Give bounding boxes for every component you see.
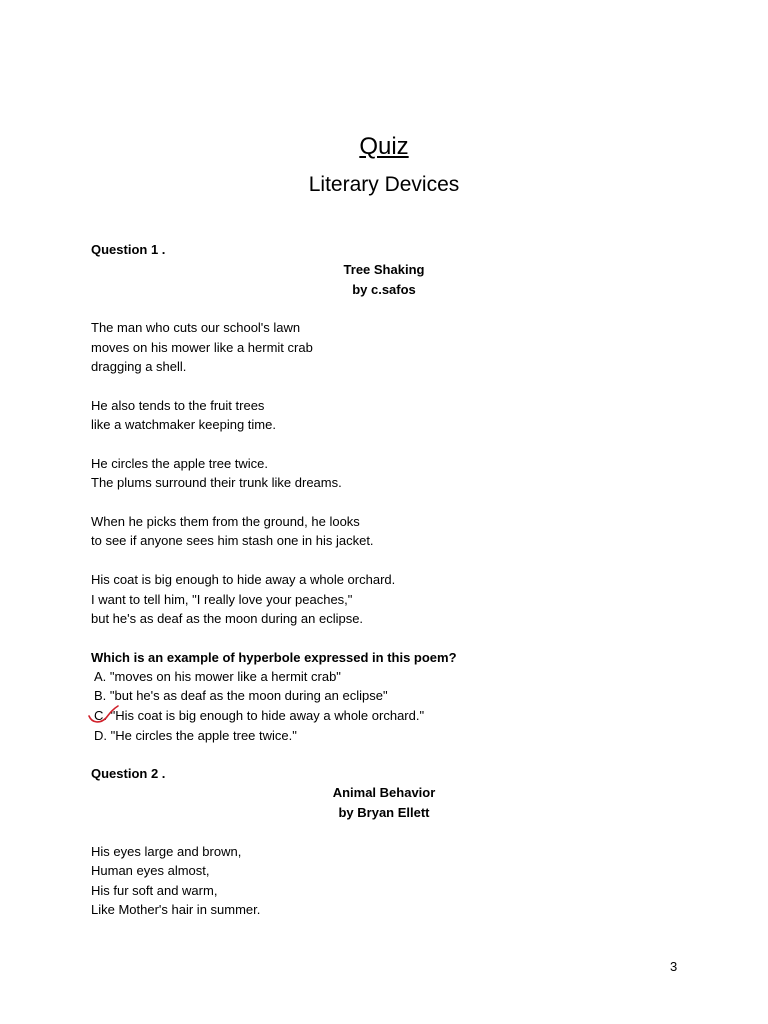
question-1-prompt: Which is an example of hyperbole expressed in this poem? — [91, 650, 457, 665]
poem-2-line: Human eyes almost, — [91, 863, 210, 878]
poem-1-line: When he picks them from the ground, he looks — [91, 514, 360, 529]
poem-1-line: The man who cuts our school's lawn — [91, 320, 301, 335]
question-1-label: Question 1 . — [91, 242, 166, 257]
question-2-label: Question 2 . — [91, 766, 166, 781]
poem-2-line: His eyes large and brown, — [91, 844, 242, 859]
poem-1-title: Tree Shaking — [343, 262, 425, 277]
poem-1-author: by c.safos — [352, 282, 416, 297]
answer-option-d[interactable]: D. "He circles the apple tree twice." — [94, 728, 297, 743]
quiz-title: Quiz — [359, 133, 409, 160]
poem-1-line: to see if anyone sees him stash one in his jacket. — [91, 533, 374, 548]
answer-checkmark — [86, 704, 126, 728]
poem-2-author: by Bryan Ellett — [338, 805, 430, 820]
poem-2-line: Like Mother's hair in summer. — [91, 902, 261, 917]
poem-1-line: I want to tell him, "I really love your peaches," — [91, 592, 353, 607]
poem-1-line: The plums surround their trunk like dreams. — [91, 475, 342, 490]
poem-1-line: His coat is big enough to hide away a whole orchard. — [91, 572, 396, 587]
poem-1-line: dragging a shell. — [91, 359, 187, 374]
poem-2-title: Animal Behavior — [332, 785, 436, 800]
poem-2-line: His fur soft and warm, — [91, 883, 218, 898]
answer-option-a[interactable]: A. "moves on his mower like a hermit crab" — [94, 669, 341, 684]
poem-1-line: but he's as deaf as the moon during an eclipse. — [91, 611, 364, 626]
answer-option-b[interactable]: B. "but he's as deaf as the moon during an eclipse" — [94, 688, 388, 703]
poem-1-line: He also tends to the fruit trees — [91, 398, 265, 413]
page-number: 3 — [670, 959, 678, 974]
poem-1-line: He circles the apple tree twice. — [91, 456, 269, 471]
answer-option-c[interactable]: C. "His coat is big enough to hide away a whole orchard." — [94, 708, 425, 723]
quiz-subtitle: Literary Devices — [308, 173, 460, 196]
poem-1-line: moves on his mower like a hermit crab — [91, 340, 313, 355]
poem-1-line: like a watchmaker keeping time. — [91, 417, 276, 432]
